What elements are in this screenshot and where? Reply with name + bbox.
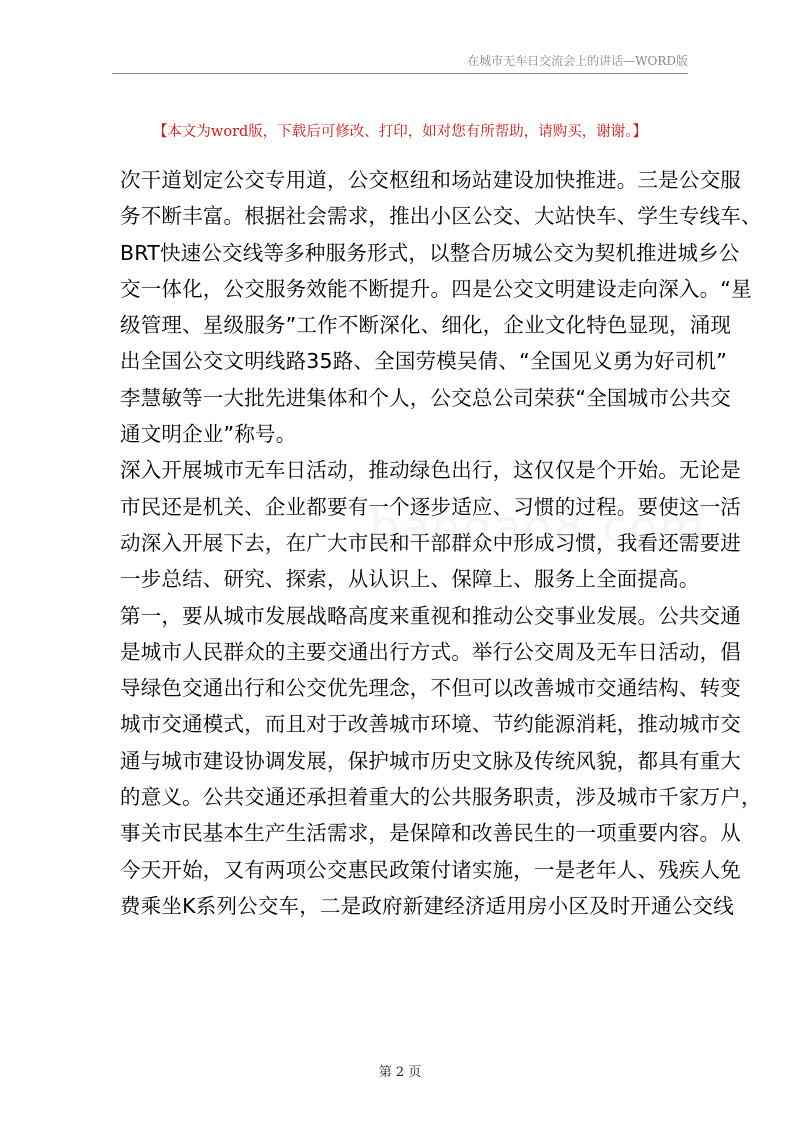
text-line: 务不断丰富。根据社会需求，推出小区公交、大站快车、学生专线车、 — [120, 204, 762, 229]
document-body — [120, 162, 762, 924]
text-line: 费乘坐K系列公交车，二是政府新建经济适用房小区及时开通公交线 — [120, 893, 734, 918]
page-number: 第 2 页 — [378, 1065, 422, 1080]
text-line: 第一，要从城市发展战略高度来重视和推动公交事业发展。公共交通 — [120, 603, 741, 628]
page-header — [112, 52, 688, 74]
page-footer — [0, 1061, 800, 1080]
text-line: 城市交通模式，而且对于改善城市环境、节约能源消耗，推动城市交 — [120, 712, 741, 737]
text-line: BRT快速公交线等多种服务形式，以整合历城公交为契机推进城乡公 — [120, 240, 740, 265]
paragraph-3 — [120, 598, 762, 925]
text-line: 交一体化，公交服务效能不断提升。四是公交文明建设走向深入。“星 — [120, 276, 752, 301]
header-title: 在城市无车日交流会上的讲话—WORD版 — [467, 54, 688, 68]
text-line: 李慧敏等一大批先进集体和个人，公交总公司荣获“全国城市公共交 — [120, 385, 732, 410]
text-line: 级管理、星级服务”工作不断深化、细化，企业文化特色显现，涌现 — [120, 313, 732, 338]
text-line: 是城市人民群众的主要交通出行方式。举行公交周及无车日活动，倡 — [120, 639, 741, 664]
text-line: 市民还是机关、企业都要有一个逐步适应、习惯的过程。要使这一活 — [120, 494, 741, 519]
word-version-notice: 【本文为word版，下载后可修改、打印，如对您有所帮助，请购买，谢谢。】 — [152, 124, 648, 140]
text-line: 的意义。公共交通还承担着重大的公共服务职责，涉及城市千家万户， — [120, 785, 762, 810]
text-line: 通文明企业”称号。 — [120, 422, 297, 447]
paragraph-2 — [120, 452, 741, 597]
text-line: 动深入开展下去，在广大市民和干部群众中形成习惯，我看还需要进 — [120, 530, 741, 555]
text-line: 出全国公交文明线路35路、全国劳模吴倩、“全国见义勇为好司机” — [120, 349, 728, 374]
text-line: 事关市民基本生产生活需求，是保障和改善民生的一项重要内容。从 — [120, 821, 741, 846]
text-line: 次干道划定公交专用道，公交枢纽和场站建设加快推进。三是公交服 — [120, 168, 741, 192]
text-line: 深入开展城市无车日活动，推动绿色出行，这仅仅是个开始。无论是 — [120, 458, 741, 483]
text-line: 今天开始，又有两项公交惠民政策付诸实施，一是老年人、残疾人免 — [120, 857, 741, 882]
text-line: 一步总结、研究、探索，从认识上、保障上、服务上全面提高。 — [120, 567, 700, 592]
text-line: 通与城市建设协调发展，保护城市历史文脉及传统风貌，都具有重大 — [120, 748, 741, 773]
paragraph-1 — [120, 162, 762, 452]
text-line: 导绿色交通出行和公交优先理念，不但可以改善城市交通结构、转变 — [120, 676, 741, 701]
